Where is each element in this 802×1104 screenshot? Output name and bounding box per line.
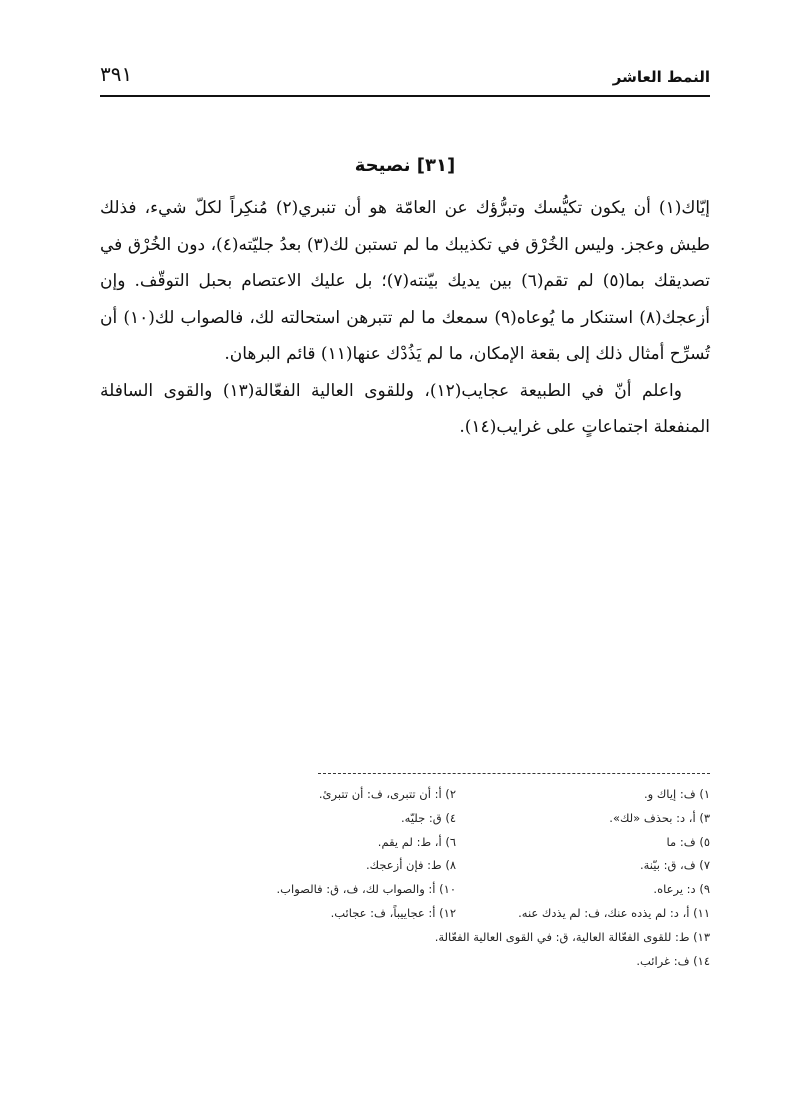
- footnote: ٤) ق: جليّه.: [401, 810, 456, 825]
- paragraph: إيّاك(١) أن يكون تكيُّسك وتبرُّؤك عن العامّة هو أن تنبري(٢) مُنكِراً لكلّ شيء، فذلك طيش وعجز. وليس الخُرْق في تكذيبك ما لم تستبن لك(٣) بعدُ جليّته(٤)، دون الخُرْق في تصديقك بما(٥) لم تقم(٦) بين يديك بيّنته(٧)؛ بل عليك الاعتصام بحبل التوقّف. وإن أزعجك(٨) استنكار ما يُوعاه(٩) سمعك ما لم تتبرهن استحالته لك، فالصواب لك(١٠) أن تُسرِّح أمثال ذلك إلى بقعة الإمكان، ما لم يَذُدْك عنها(١١) قائم البرهان.: [100, 198, 710, 364]
- footnote: ١) ف: إياك و.: [643, 787, 710, 801]
- footnote: ٨) ط: فإن أزعجك.: [366, 858, 456, 873]
- footnote: ١٣) ط: للقوى الفعّالة العالية، ق: في القوى العالية الفعّالة.: [434, 929, 710, 944]
- footnotes: [218, 787, 710, 977]
- footnote: ١٠) أ: والصواب لك، ف، ق: فالصواب.: [276, 882, 456, 897]
- footnote-row: [218, 930, 710, 954]
- footnote: ٥) ف: ما: [666, 834, 710, 849]
- section-title: [٣١] نصيحة: [354, 155, 456, 176]
- paragraph: واعلم أنّ في الطبيعة عجايب(١٢)، وللقوى العالية الفعّالة(١٣) والقوى السافلة المنفعلة اجتماعاتٍ على غرايب(١٤).: [100, 380, 710, 437]
- footnote-row: [218, 906, 710, 930]
- footnote-row: [218, 954, 710, 978]
- footnote: ١٤) ف: غرائب.: [636, 953, 710, 968]
- main-text: [100, 190, 710, 446]
- footnote-row: [218, 858, 710, 882]
- footnote: ١١) أ، د: لم يذده عنك، ف: لم يذدك عنه.: [518, 905, 710, 920]
- footnote: ٣) أ، د: بحذف «لك».: [609, 810, 710, 825]
- footnote: ٧) ف، ق: بيّنة.: [639, 858, 710, 873]
- footnote: ٩) د: يرعاه.: [653, 882, 710, 897]
- footnote-row: [218, 811, 710, 835]
- footnote: ٢) أ: أن تتبرى، ف: أن تتبرئ.: [318, 787, 456, 801]
- page-number: ٣٩١: [100, 62, 133, 86]
- header-rule: [100, 95, 710, 97]
- running-header: [100, 60, 710, 94]
- footnote-row: [218, 835, 710, 859]
- footnote-separator: [318, 773, 710, 774]
- footnote: ٦) أ، ط: لم يقم.: [377, 834, 456, 849]
- footnote-row: [218, 882, 710, 906]
- footnote: ١٢) أ: عجاييباً، ف: عجائب.: [330, 905, 456, 920]
- footnote-row: [218, 787, 710, 811]
- chapter-title: النمط العاشر: [612, 68, 710, 86]
